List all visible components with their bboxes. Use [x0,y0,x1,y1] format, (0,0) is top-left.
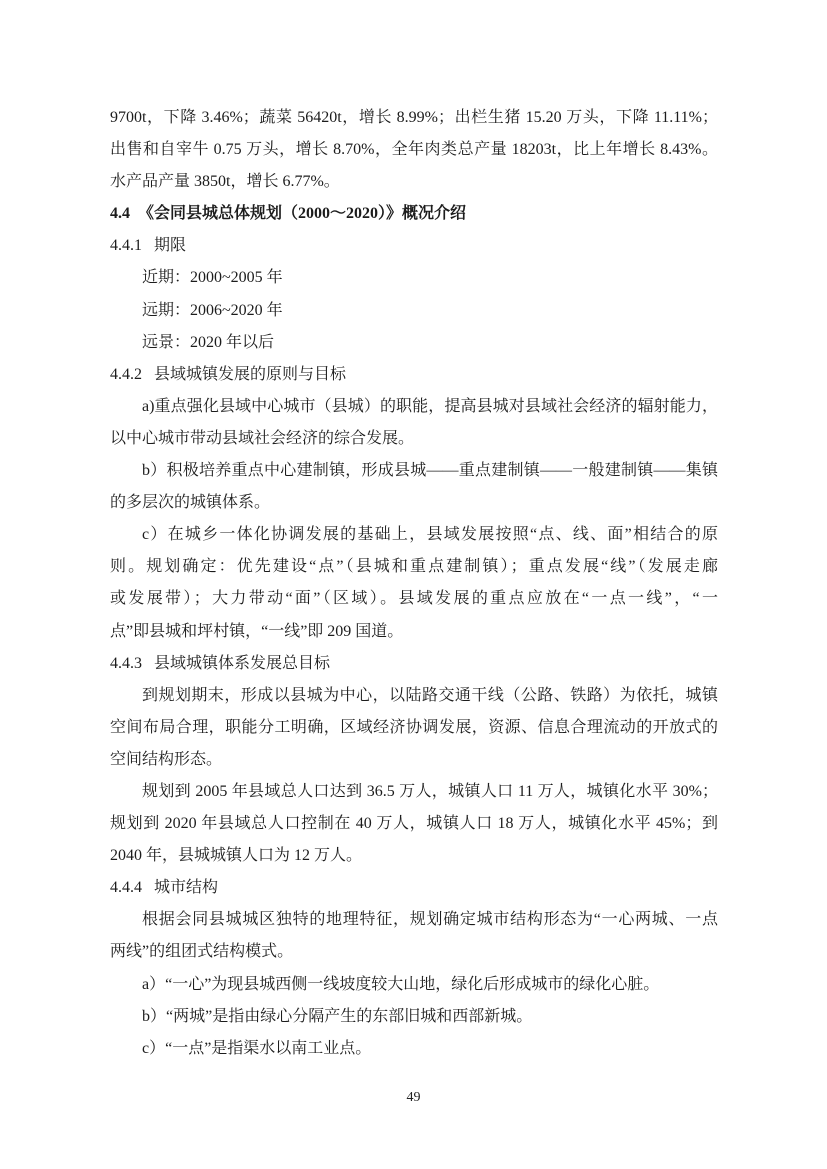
heading-4-4-4: 4.4.4 城市结构 [110,879,219,897]
body-line: b）“两城”是指由绿心分隔产生的东部旧城和西部新城。 [142,1007,533,1025]
body-line: a）“一心”为现县城西侧一线坡度较大山地，绿化后形成城市的绿化心脏。 [142,975,660,993]
body-line: 到规划期末，形成以县城为中心，以陆路交通干线（公路、铁路）为依托，城镇 [142,686,718,704]
heading-4-4: 4.4 《会同县城总体规划（2000～2020）》概况介绍 [110,205,467,223]
body-line: 9700t，下降 3.46%；蔬菜 56420t，增长 8.99%；出栏生猪 15.20 万头，下降 11.11%； [110,109,718,126]
body-line: 出售和自宰牛 0.75 万头，增长 8.70%，全年肉类总产量 18203t，比上年增长 8.43%。 [110,141,718,159]
body-line: 则。规划确定：优先建设“点”（县城和重点建制镇）；重点发展“线”（发展走廊 [110,558,718,576]
body-line: 以中心城市带动县域社会经济的综合发展。 [110,429,415,447]
body-line: 空间结构形态。 [110,750,223,768]
text-block [110,102,718,1065]
body-line: 根据会同县城城区独特的地理特征，规划确定城市结构形态为“一心两城、一点 [142,911,718,929]
body-line: 近期：2000~2005 年 [142,269,283,287]
body-line: 的多层次的城镇体系。 [110,494,271,512]
body-line: 点”即县城和坪村镇，“一线”即 209 国道。 [110,622,404,640]
body-line: 两线”的组团式结构模式。 [110,943,294,961]
body-line: 规划到 2005 年县域总人口达到 36.5 万人，城镇人口 11 万人，城镇化水平 30%； [142,782,718,800]
body-line: a)重点强化县域中心城市（县城）的职能，提高县城对县域社会经济的辐射能力， [142,397,718,415]
body-line: 规划到 2020 年县域总人口控制在 40 万人，城镇人口 18 万人，城镇化水平 45%；到 [110,815,718,833]
body-line: 空间布局合理，职能分工明确，区域经济协调发展，资源、信息合理流动的开放式的 [110,718,718,736]
body-line: 远景：2020 年以后 [142,333,275,351]
body-line: 2040 年，县城城镇人口为 12 万人。 [110,847,363,865]
heading-4-4-3: 4.4.3 县域城镇体系发展总目标 [110,654,331,672]
body-line: 水产品产量 3850t，增长 6.77%。 [110,173,340,191]
heading-4-4-1: 4.4.1 期限 [110,237,187,255]
body-line: c）在城乡一体化协调发展的基础上，县域发展按照“点、线、面”相结合的原 [142,526,718,544]
body-line: 远期：2006~2020 年 [142,301,283,319]
body-line: 或发展带）；大力带动“面”（区域）。县域发展的重点应放在“一点一线”，“一 [110,590,718,608]
body-line: b）积极培养重点中心建制镇，形成县城——重点建制镇——一般建制镇——集镇 [142,462,718,480]
page-number: 49 [406,1090,421,1105]
body-line: c）“一点”是指渠水以南工业点。 [142,1039,372,1057]
heading-4-4-2: 4.4.2 县域城镇发展的原则与目标 [110,365,347,383]
